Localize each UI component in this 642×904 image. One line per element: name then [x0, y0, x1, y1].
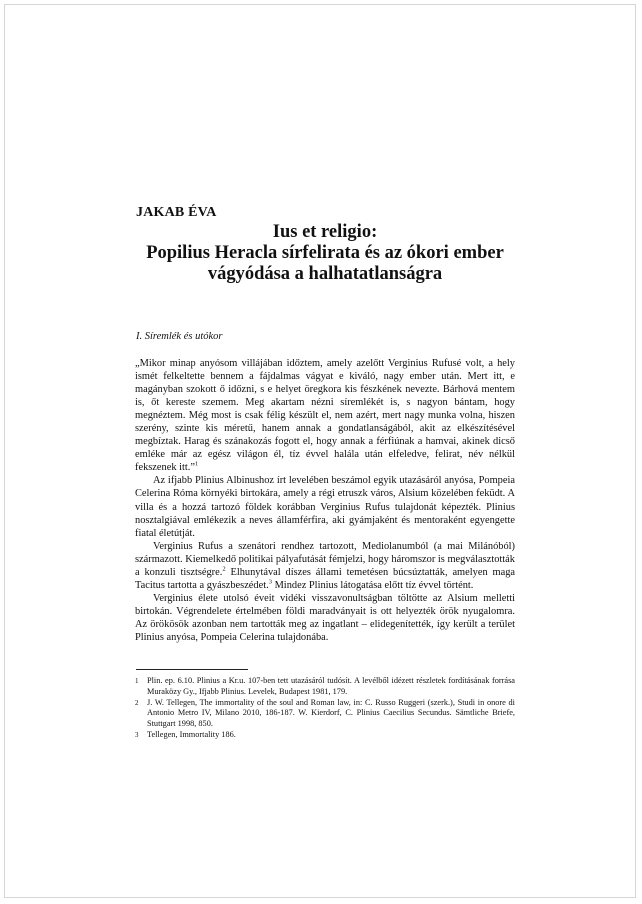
paragraph-text: Verginius Rufus a szenátori rendhez tartozott, Mediolanumból (a mai Milánóból) származott. Kiemelkedő politikai pályafutását fémjelzi, hogy háromszor is megválasztották a konzuli tisztségre.: [135, 540, 515, 578]
paragraph-text: Elhunytával díszes állami temetésen búcsúztatták, amelyen maga Tacitus tartotta a gyászbeszédet.: [135, 566, 516, 591]
footnote-item: [135, 730, 515, 741]
paragraph: [135, 474, 515, 539]
paragraph-text: Az ifjabb Plinius Albinushoz írt levelében beszámol egyik utazásáról anyósa, Pompeia Celerina Róma környéki birtokára, amely a régi etruszk város, Alsium közelében feküdt. A villa és a hozzá tartozó földek korábban Verginius Rufus tulajdonát képezték. Plinius nosztalgiával emlékezik a neves államférfira, aki gyámjaként és mentoraként egyengette fiatal életútját.: [135, 475, 515, 539]
footnote-number: 3: [135, 731, 139, 739]
footnote-item: [135, 676, 515, 697]
paragraph-quote: [135, 357, 515, 474]
paragraph-text: „Mikor minap anyósom villájában időztem, amely azelőtt Verginius Rufusé volt, a hely ismét felkeltette bennem a fájdalmas vágyat e kiváló, nagy ember után. Mert itt, e magányban szokott ő időzni, s e helyet öregkora kis fészkének nevezte. Bárhová mentem is, őt kereste szemem. Meg akartam nézni síremlékét is, s nagyon bántam, hogy megnéztem. Még most is csak félig készült el, nem azért, mert nagy munka volna, hiszen szerény, szinte kis méretű, hanem annak a gondatlanságából, akit az elkészítésével megbíztak. Harag és szánakozás fogott el, hogy annak a férfiúnak a hamvai, akinek dicső emléke már az egész világon él, tíz évvel halála után elfeledve, felirat, név nélkül fekszenek itt.”: [135, 358, 515, 474]
footnote-text: J. W. Tellegen, The immortality of the soul and Roman law, in: C. Russo Ruggeri (szerk.), Studi in onore di Antonio Metro IV, Milano 2010, 186-187. W. Kierdorf, C. Plinius Caecilius Secundus. Sämtliche Briefe, Stuttgart 1998, 850.: [147, 697, 515, 728]
footnote-text: Plin. ep. 6.10. Plinius a Kr.u. 107-ben tett utazásáról tudósít. A levélből idézett részletek fordításának forrása Muraközy Gy., Ifjabb Plinius. Levelek, Budapest 1981, 179.: [147, 676, 515, 696]
paragraph: [135, 540, 515, 592]
footnote-item: [135, 698, 515, 730]
footnote-ref[interactable]: 1: [195, 460, 199, 468]
page: [4, 4, 636, 898]
footnote-divider: [136, 669, 248, 670]
footnote-ref[interactable]: 2: [222, 565, 226, 573]
footnotes: [135, 676, 515, 741]
footnote-text: Tellegen, Immortality 186.: [147, 730, 236, 739]
author-name: JAKAB ÉVA: [136, 205, 217, 220]
footnote-number: 2: [135, 698, 139, 707]
page-content: [135, 205, 515, 741]
title-line-1: Ius et religio:: [272, 222, 378, 242]
paragraph-text: Verginius élete utolsó éveit vidéki visszavonultságban töltötte az Alsium melletti birtokán. Végrendelete értelmében földi maradványait is ott helyezték örök nyugalomra. Az örökösök azonban nem tartották meg az ingatlant – elidegenítették, így került a terület Plinius anyósa, Pompeia Celerina tulajdonába.: [135, 592, 515, 643]
body-text: [135, 357, 515, 644]
section-heading: I. Síremlék és utókor: [136, 331, 223, 342]
paragraph: [135, 592, 515, 644]
article-title: [135, 222, 515, 285]
title-line-2: Popilius Heracla sírfelirata és az ókori ember: [146, 243, 504, 263]
footnote-ref[interactable]: 3: [268, 578, 272, 586]
title-line-3: vágyódása a halhatatlanságra: [207, 264, 443, 284]
paragraph-text: Mindez Plinius látogatása előtt tíz évvel történt.: [271, 579, 474, 591]
footnote-number: 1: [135, 677, 139, 686]
